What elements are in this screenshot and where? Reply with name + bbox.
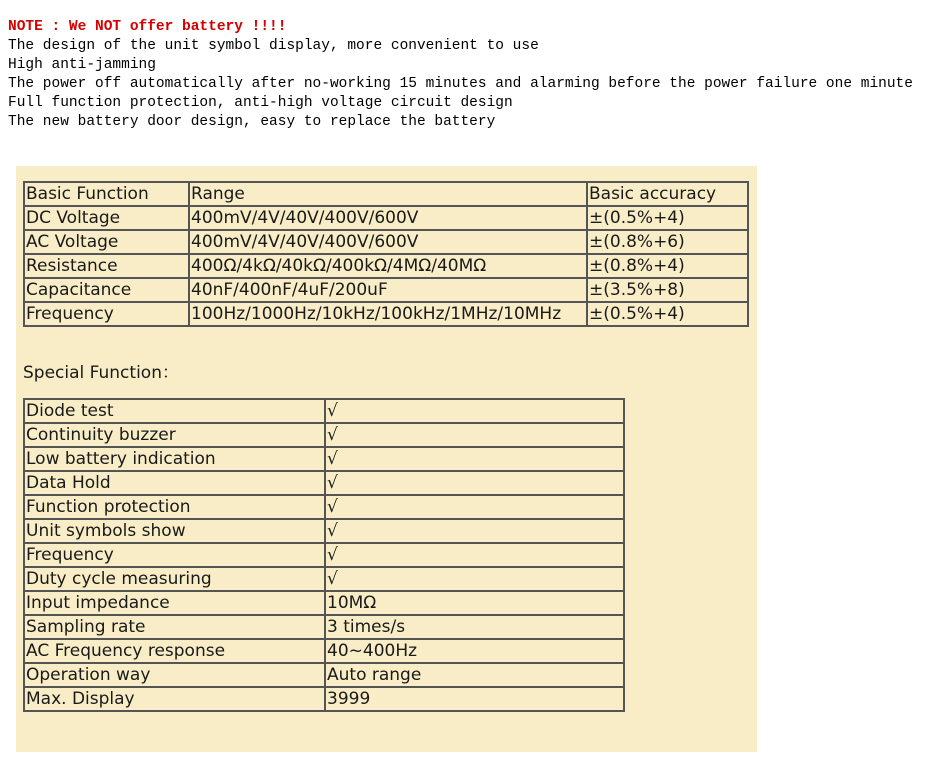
feature-value-cell: 40~400Hz (325, 639, 624, 663)
note-line: High anti-jamming (8, 57, 156, 73)
table-row (24, 278, 748, 302)
table-row (24, 519, 624, 543)
table-row (24, 567, 624, 591)
feature-value-cell: √ (325, 519, 624, 543)
feature-cell: Continuity buzzer (24, 423, 325, 447)
table-row (24, 615, 624, 639)
special-function-table (23, 398, 625, 712)
feature-cell: Unit symbols show (24, 519, 325, 543)
feature-value-cell: √ (325, 543, 624, 567)
header-basic-accuracy: Basic accuracy (587, 182, 748, 206)
table-row (24, 543, 624, 567)
accuracy-cell: ±(0.8%+4) (587, 254, 748, 278)
feature-cell: Max. Display (24, 687, 325, 711)
feature-cell: Operation way (24, 663, 325, 687)
feature-value-cell: 3999 (325, 687, 624, 711)
feature-cell: Data Hold (24, 471, 325, 495)
note-line: Full function protection, anti-high voltage circuit design (8, 95, 513, 111)
feature-cell: Input impedance (24, 591, 325, 615)
table-row (24, 663, 624, 687)
range-cell: 40nF/400nF/4uF/200uF (189, 278, 587, 302)
table-row (24, 591, 624, 615)
feature-cell: Duty cycle measuring (24, 567, 325, 591)
range-cell: 400mV/4V/40V/400V/600V (189, 230, 587, 254)
note-line: The power off automatically after no-working 15 minutes and alarming before the power failure one minute (8, 76, 913, 92)
accuracy-cell: ±(3.5%+8) (587, 278, 748, 302)
battery-warning: NOTE : We NOT offer battery !!!! (8, 19, 287, 35)
table-row (24, 206, 748, 230)
feature-value-cell: √ (325, 471, 624, 495)
table-row (24, 471, 624, 495)
range-cell: 400Ω/4kΩ/40kΩ/400kΩ/4MΩ/40MΩ (189, 254, 587, 278)
table-header-row (24, 182, 748, 206)
accuracy-cell: ±(0.8%+6) (587, 230, 748, 254)
range-cell: 100Hz/1000Hz/10kHz/100kHz/1MHz/10MHz (189, 302, 587, 326)
notes-block (8, 18, 928, 132)
feature-cell: Frequency (24, 543, 325, 567)
function-cell: Resistance (24, 254, 189, 278)
function-cell: Frequency (24, 302, 189, 326)
header-basic-function: Basic Function (24, 182, 189, 206)
feature-value-cell: √ (325, 495, 624, 519)
feature-value-cell: √ (325, 447, 624, 471)
header-range: Range (189, 182, 587, 206)
feature-value-cell: Auto range (325, 663, 624, 687)
feature-cell: Low battery indication (24, 447, 325, 471)
table-row (24, 495, 624, 519)
feature-cell: AC Frequency response (24, 639, 325, 663)
table-row (24, 687, 624, 711)
function-cell: AC Voltage (24, 230, 189, 254)
function-cell: Capacitance (24, 278, 189, 302)
feature-value-cell: √ (325, 399, 624, 423)
range-cell: 400mV/4V/40V/400V/600V (189, 206, 587, 230)
table-row (24, 447, 624, 471)
basic-function-table (23, 181, 749, 327)
feature-value-cell: √ (325, 567, 624, 591)
note-line: The new battery door design, easy to replace the battery (8, 114, 496, 130)
note-line: The design of the unit symbol display, more convenient to use (8, 38, 539, 54)
feature-cell: Sampling rate (24, 615, 325, 639)
accuracy-cell: ±(0.5%+4) (587, 206, 748, 230)
feature-value-cell: 3 times/s (325, 615, 624, 639)
feature-cell: Diode test (24, 399, 325, 423)
feature-cell: Function protection (24, 495, 325, 519)
special-function-title: Special Function： (23, 363, 179, 383)
feature-value-cell: 10MΩ (325, 591, 624, 615)
function-cell: DC Voltage (24, 206, 189, 230)
table-row (24, 639, 624, 663)
table-row (24, 230, 748, 254)
table-row (24, 254, 748, 278)
feature-value-cell: √ (325, 423, 624, 447)
table-row (24, 423, 624, 447)
table-row (24, 302, 748, 326)
accuracy-cell: ±(0.5%+4) (587, 302, 748, 326)
table-row (24, 399, 624, 423)
